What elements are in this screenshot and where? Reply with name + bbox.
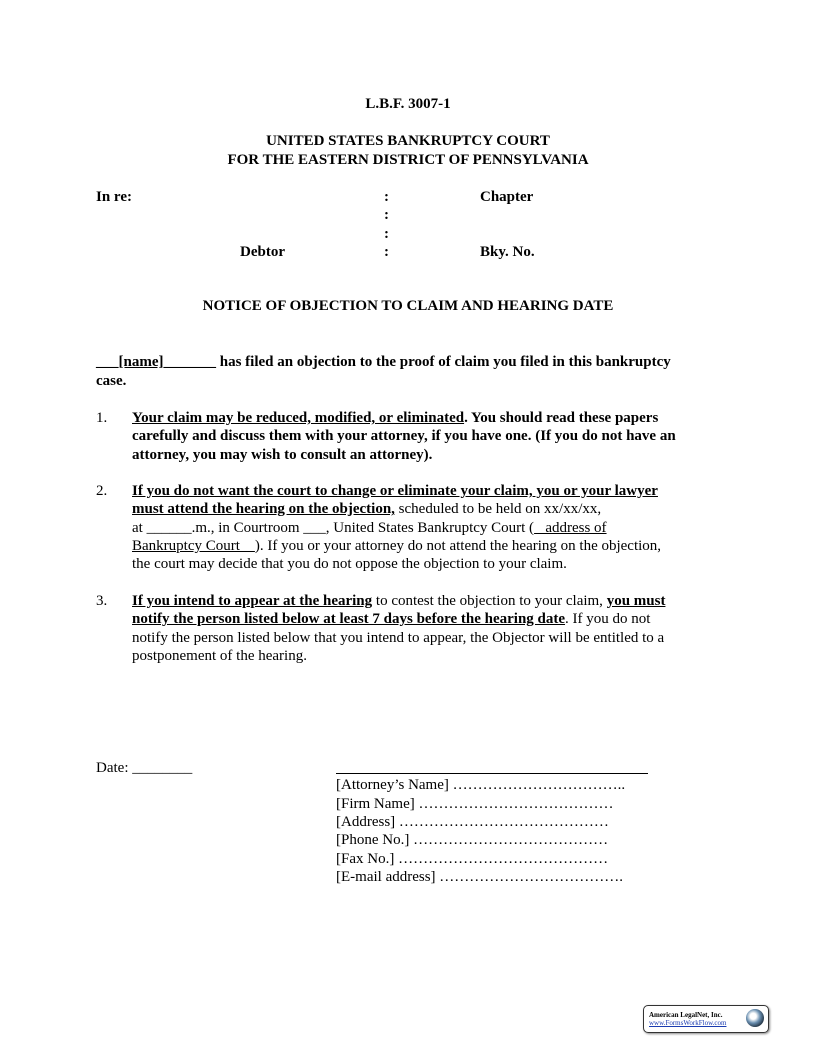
- logo-url-link[interactable]: www.FormsWorkFlow.com: [649, 1019, 727, 1027]
- signature-line: [336, 773, 648, 774]
- in-re-label: In re:: [96, 189, 132, 205]
- attorney-name-field: [Attorney’s Name] ……………………………..: [336, 777, 626, 793]
- text: If you do not want the court to change or eliminate your claim, you or your lawyer: [132, 483, 658, 499]
- item-3-line: [132, 592, 665, 610]
- item-3-line: notify the person listed below that you intend to appear, the Objector will be entitled to a: [132, 630, 665, 646]
- chapter-label: Chapter: [480, 189, 534, 205]
- blank: _______: [163, 354, 216, 370]
- item-3-line: postponement of the hearing.: [132, 648, 307, 664]
- logo-company: American LegalNet, Inc.: [649, 1011, 723, 1019]
- item-number: 3.: [96, 593, 108, 609]
- item-2-line: [132, 482, 658, 500]
- address-field: [Address] ……………………………………: [336, 814, 609, 830]
- text: If you intend to appear at the hearing: [132, 593, 373, 609]
- text: .m., in Courtroom: [191, 520, 304, 536]
- item-number: 1.: [96, 410, 108, 426]
- text: at: [132, 520, 147, 536]
- caption-colon: :: [384, 226, 389, 242]
- item-2-line: [132, 519, 607, 537]
- notice-title: NOTICE OF OBJECTION TO CLAIM AND HEARING DATE: [202, 298, 614, 314]
- item-2-line: the court may decide that you do not oppose the objection to your claim.: [132, 556, 567, 572]
- intro-line-1: [96, 353, 671, 371]
- firm-name-field: [Firm Name] …………………………………: [336, 796, 614, 812]
- date-label: Date:: [96, 760, 133, 776]
- text: ). If you or your attorney do not attend the hearing on the objection,: [254, 538, 662, 554]
- text: must attend the hearing on the objection,: [132, 501, 395, 517]
- text: . You should read these papers: [464, 410, 659, 426]
- text: you must: [606, 593, 666, 609]
- item-1-line: carefully and discuss them with your attorney, if you have one. (If you do not have an: [132, 428, 676, 444]
- date-blank: ________: [132, 760, 193, 776]
- time-blank: ______: [146, 520, 192, 536]
- debtor-label: Debtor: [240, 244, 285, 260]
- bky-no-label: Bky. No.: [480, 244, 535, 260]
- item-number: 2.: [96, 483, 108, 499]
- text: notify the person listed below at least 7 days before the hearing date: [132, 611, 566, 627]
- caption-colon: :: [384, 244, 389, 260]
- item-2-line: [132, 500, 601, 518]
- item-1-line: attorney, you may wish to consult an attorney).: [132, 447, 433, 463]
- objector-name-field: [name]: [118, 354, 164, 370]
- phone-field: [Phone No.] …………………………………: [336, 832, 609, 848]
- item-1-line: [132, 409, 658, 427]
- globe-icon: [746, 1009, 764, 1027]
- court-name: UNITED STATES BANKRUPTCY COURT: [266, 133, 550, 149]
- blank: ___: [96, 354, 119, 370]
- text: Your claim may be reduced, modified, or eliminated: [132, 410, 465, 426]
- courtroom-blank: ___: [303, 520, 326, 536]
- court-address-field: address of: [534, 520, 607, 536]
- item-3-line: [132, 610, 650, 628]
- caption-colon: :: [384, 189, 389, 205]
- text: to contest the objection to your claim,: [372, 593, 607, 609]
- fax-field: [Fax No.] ……………………………………: [336, 851, 609, 867]
- text: has filed an objection to the proof of claim you filed in this bankruptcy: [216, 354, 671, 370]
- intro-line-2: case.: [96, 373, 127, 389]
- email-field: [E-mail address] ……………………………….: [336, 869, 624, 885]
- american-legalnet-logo[interactable]: [643, 1005, 769, 1033]
- court-address-field: Bankruptcy Court: [132, 538, 255, 554]
- court-district: FOR THE EASTERN DISTRICT OF PENNSYLVANIA: [227, 152, 589, 168]
- text: . If you do not: [565, 611, 651, 627]
- caption-colon: :: [384, 207, 389, 223]
- form-id: L.B.F. 3007-1: [365, 96, 451, 112]
- text: scheduled to be held on xx/xx/xx,: [394, 501, 602, 517]
- text: , United States Bankruptcy Court (: [325, 520, 535, 536]
- item-2-line: [132, 537, 661, 555]
- date-field: [96, 759, 192, 777]
